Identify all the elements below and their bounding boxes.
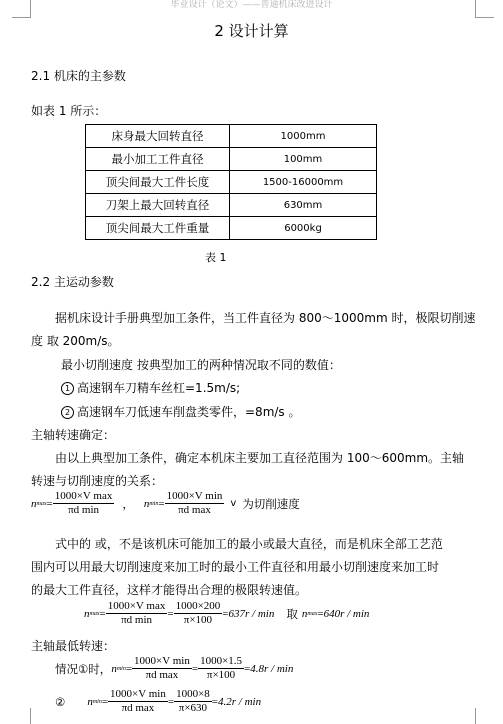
case-1-text: 高速钢车刀精车丝杠=1.5m/s;	[77, 381, 241, 395]
eq-suffix: 为切削速度	[242, 496, 300, 511]
fraction-1	[108, 688, 168, 715]
fraction-denominator: πd max	[145, 669, 179, 681]
param-value-cell: 1500-16000mm	[230, 171, 377, 194]
fraction-1	[132, 655, 192, 682]
fraction-nmax	[53, 490, 115, 517]
table-row	[86, 148, 377, 171]
eq-result: 637r / min	[228, 607, 275, 620]
fraction-numerator: 1000×1.5	[200, 655, 243, 667]
eq-variable-v: v	[230, 498, 237, 509]
table-caption: 表 1	[205, 251, 227, 264]
circled-number-1: 1	[61, 382, 74, 395]
paragraph-4-line-2: 围内可以用最大切削速度来加工时的最小工件直径和用最小切削速度来加工时	[31, 560, 440, 574]
main-parameters-table	[85, 124, 377, 240]
eq-equals: =	[101, 695, 109, 708]
eq-symbol-n: n	[111, 662, 117, 675]
min-speed-label: 主轴最低转速：	[31, 639, 116, 653]
crop-mark-top-right-h	[475, 17, 494, 18]
eq-result: 4.2r / min	[218, 695, 262, 708]
eq-equals: =	[46, 497, 53, 510]
equation-min-speed-case-1	[55, 655, 293, 682]
paragraph-4-line-3: 的最大工件直径，这样才能得出合理的极限转速值。	[31, 583, 308, 597]
fraction-numerator: 1000×200	[175, 600, 221, 612]
circled-number-2: 2	[61, 406, 74, 419]
equation-max-speed	[84, 600, 369, 627]
fraction-nmin	[165, 490, 225, 517]
running-header: 毕业设计（论文）——普通机床改进设计	[170, 0, 333, 10]
param-value-cell: 1000mm	[230, 125, 377, 148]
param-name-cell: 最小加工工件直径	[86, 148, 230, 171]
param-name-cell: 床身最大回转直径	[86, 125, 230, 148]
eq-symbol-n: n	[31, 497, 37, 510]
case-1-item	[61, 379, 240, 396]
fraction-2	[174, 600, 223, 627]
eq-equals: =	[125, 662, 133, 675]
eq-equals: =	[191, 662, 199, 675]
param-name-cell: 顶尖间最大工件长度	[86, 171, 230, 194]
eq-equals: =	[222, 607, 229, 620]
spindle-speed-label: 主轴转速确定：	[31, 428, 116, 442]
equation-min-speed-case-2	[55, 688, 261, 715]
fraction-denominator: π×630	[178, 702, 208, 714]
eq-symbol-n: n	[87, 695, 93, 708]
param-name-cell: 顶尖间最大工件重量	[86, 217, 230, 240]
eq-subscript-max: max	[307, 610, 318, 617]
eq-take-label: 取	[286, 606, 298, 621]
eq-equals: =	[167, 695, 175, 708]
fraction-denominator: π×100	[206, 669, 236, 681]
paragraph-3-line-1: 由以上典型加工条件，确定本机床主要加工直径范围为 100～600mm。主轴	[55, 451, 465, 465]
eq-subscript-min: min	[92, 698, 102, 705]
fraction-denominator: πd min	[68, 504, 99, 516]
fraction-numerator: 1000×V min	[134, 655, 190, 667]
eq-equals: =	[158, 497, 165, 510]
eq-equals: =	[211, 695, 218, 708]
eq-equals: =	[167, 607, 174, 620]
eq-subscript-min: min	[116, 665, 126, 672]
fraction-denominator: πd max	[178, 504, 211, 516]
paragraph-1-line-1: 据机床设计手册典型加工条件，当工件直径为 800～1000mm 时，极限切削速	[55, 311, 476, 325]
eq-symbol-n: n	[84, 607, 90, 620]
fraction-denominator: π×100	[183, 614, 213, 626]
eq-subscript-max: max	[36, 500, 47, 507]
table-row	[86, 194, 377, 217]
paragraph-4-line-1: 式中的 或，不是该机床可能加工的最小或最大直径，而是机床全部工艺范	[55, 537, 443, 551]
table-row	[86, 217, 377, 240]
param-value-cell: 630mm	[230, 194, 377, 217]
fraction-numerator: 1000×V min	[110, 688, 166, 700]
fraction-numerator: 1000×V max	[107, 600, 166, 612]
crop-mark-bottom-right-v	[475, 708, 476, 724]
eq-result: 4.8r / min	[250, 662, 294, 675]
eq-equals: =	[317, 607, 324, 620]
eq-result-rounded: 640r / min	[323, 607, 370, 620]
fraction-2	[174, 688, 212, 715]
chapter-title: 2 设计计算	[214, 22, 289, 40]
eq-subscript-max: max	[89, 610, 100, 617]
equation-speed-relation	[31, 490, 300, 517]
param-value-cell: 100mm	[230, 148, 377, 171]
eq-subscript-min: min	[149, 500, 159, 507]
table-intro: 如表 1 所示：	[31, 104, 107, 118]
table-row	[86, 171, 377, 194]
crop-mark-bottom-left-v	[30, 708, 31, 724]
eq-case-lead: 情况①时，	[55, 661, 112, 676]
param-value-cell: 6000kg	[230, 217, 377, 240]
section-heading-1: 2.1 机床的主参数	[31, 69, 126, 83]
table-row	[86, 125, 377, 148]
fraction-denominator: πd max	[121, 702, 155, 714]
eq-equals: =	[99, 607, 106, 620]
eq-case-lead: ②	[55, 694, 66, 709]
fraction-numerator: 1000×8	[176, 688, 210, 700]
eq-separator: ，	[122, 496, 134, 511]
case-2-item	[61, 403, 301, 420]
case-2-text: 高速钢车刀低速车削盘类零件，=8m/s 。	[77, 405, 301, 419]
fraction-2	[198, 655, 244, 682]
fraction-numerator: 1000×V min	[166, 490, 223, 502]
fraction-denominator: πd min	[121, 614, 152, 626]
eq-equals: =	[244, 662, 251, 675]
eq-symbol-n: n	[301, 607, 308, 620]
param-name-cell: 刀架上最大回转直径	[86, 194, 230, 217]
paragraph-1-line-2: 度 取 200m/s。	[31, 334, 120, 348]
crop-mark-top-left-h	[12, 17, 31, 18]
section-heading-2: 2.2 主运动参数	[31, 275, 114, 289]
paragraph-2: 最小切削速度 按典型加工的两种情况取不同的数值：	[61, 358, 341, 372]
paragraph-3-line-2: 转速与切削速度的关系：	[31, 474, 164, 488]
fraction-1	[106, 600, 168, 627]
eq-symbol-n: n	[143, 497, 150, 510]
fraction-numerator: 1000×V max	[54, 490, 113, 502]
